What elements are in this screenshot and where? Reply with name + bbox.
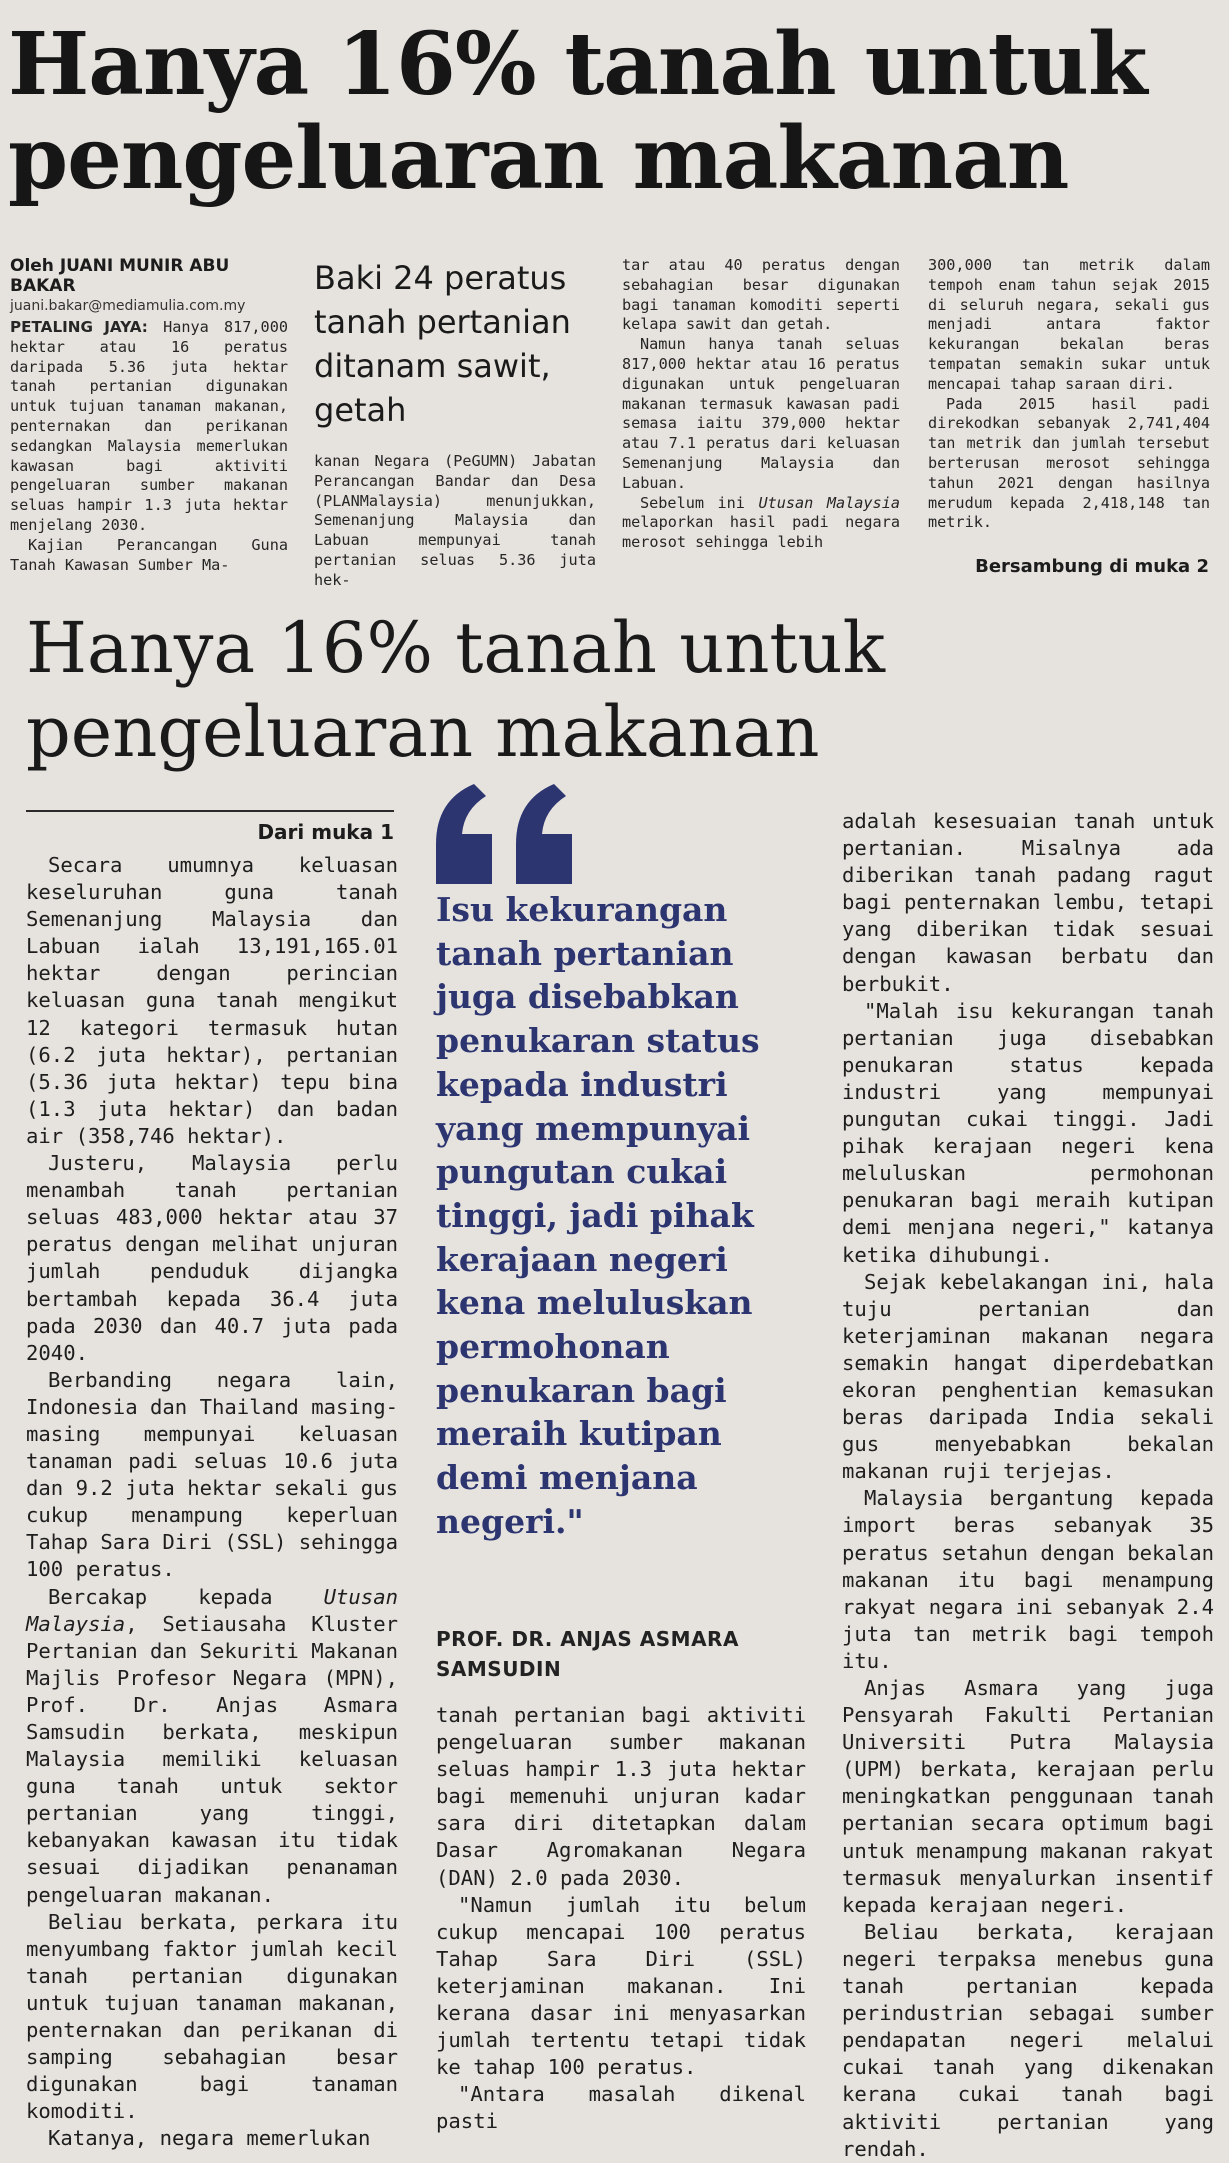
from-page-label: Dari muka 1 — [257, 820, 394, 844]
subheadline: Baki 24 peratus tanah pertanian ditanam sawit, getah — [314, 259, 571, 429]
paragraph: Namun hanya tanah seluas 817,000 hektar atau 16 peratus digunakan untuk pengeluaran makanan termasuk kawasan padi semasa iaitu 379,000 hektar atau 7.1 peratus dari keluasan Semenanjung Malaysia dan Labuan. — [622, 335, 900, 492]
paragraph: Berbanding negara lain, Indonesia dan Thailand masing-masing mempunyai keluasan tanaman padi seluas 10.6 juta dan 9.2 juta hektar sekali gus cukup menampung keperluan Tahap Sara Diri (SSL) sehingga 100 peratus. — [26, 1367, 398, 1582]
paragraph: Malaysia bergantung kepada import beras sebanyak 35 peratus setahun dengan bekalan makanan itu bagi menampung rakyat negara ini sebanyak 2.4 juta tan metrik bagi tempoh itu. — [842, 1486, 1214, 1673]
paragraph: Beliau berkata, perkara itu menyumbang faktor jumlah kecil tanah pertanian digunakan untuk tujuan tanaman makanan, penternakan dan perikanan di samping sebahagian besar digunakan bagi tanaman komoditi. — [26, 1909, 398, 2124]
pull-quote: Isu kekurangan tanah pertanian juga disebabkan penukaran status kepada industri yang mempunyai pungutan cukai tinggi, jadi pihak kerajaan negeri kena meluluskan permohonan penukaran bagi meraih kutipan demi menjana negeri." — [436, 890, 760, 1541]
paragraph: Sebelum ini Utusan Malaysia melaporkan hasil padi negara merosot sehingga lebih — [622, 493, 900, 552]
front-column-2 — [314, 452, 596, 591]
byline-email: juani.bakar@mediamulia.com.my — [10, 298, 246, 314]
paragraph: Secara umumnya keluasan keseluruhan guna tanah Semenanjung Malaysia dan Labuan ialah 13,191,165.01 hektar dengan perincian keluasan guna tanah mengikut 12 kategori termasuk hutan (6.2 juta hektar), pertanian (5.36 juta hektar) tepu bina (1.3 juta hektar) dan badan air (358,746 hektar). — [26, 853, 398, 1148]
inner-headline: Hanya 16% tanah untuk pengeluaran makanan — [26, 607, 886, 773]
continued-label: Bersambung di muka 2 — [975, 556, 1209, 577]
inner-column-3 — [842, 808, 1214, 2163]
paragraph: 300,000 tan metrik dalam tempoh enam tahun sejak 2015 di seluruh negara, sekali gus menjadi antara faktor kekurangan bekalan beras tempatan semakin sukar untuk mencapai tahap saraan diri. — [928, 256, 1210, 393]
paragraph: tanah pertanian bagi aktiviti pengeluaran sumber makanan seluas hampir 1.3 juta hektar bagi memenuhi unjuran kadar sara diri ditetapkan dalam Dasar Agromakanan Negara (DAN) 2.0 pada 2030. — [436, 1703, 806, 1890]
paragraph: Beliau berkata, kerajaan negeri terpaksa menebus guna tanah pertanian kepada perindustrian sebagai sumber pendapatan negeri melalui cukai tanah yang dikenakan kerana cukai tanah bagi aktiviti pertanian yang rendah. — [842, 1919, 1214, 2161]
paragraph: Bercakap kepada Utusan Malaysia, Setiausaha Kluster Pertanian dan Sekuriti Makanan Majlis Profesor Negara (MPN), Prof. Dr. Anjas Asmara Samsudin berkata, meskipun Malaysia memiliki keluasan guna tanah untuk sektor pertanian yang tinggi, kebanyakan kawasan itu tidak sesuai dijadikan penanaman pengeluaran makanan. — [26, 1584, 398, 1907]
paragraph: Kajian Perancangan Guna Tanah Kawasan Sumber Ma- — [10, 535, 288, 574]
paragraph: adalah kesesuaian tanah untuk pertanian. Misalnya ada diberikan tanah padang ragut bagi penternakan lembu, tetapi yang diberikan tidak sesuai dengan kawasan berbatu dan berbukit. — [842, 809, 1214, 996]
front-column-3 — [622, 256, 900, 553]
paragraph: "Malah isu kekurangan tanah pertanian juga disebabkan penukaran status kepada industri yang mempunyai pungutan cukai tinggi. Jadi pihak kerajaan negeri kena meluluskan permohonan penukaran bagi meraih kutipan demi menjana negeri," katanya ketika dihubungi. — [842, 998, 1214, 1267]
byline-name: Oleh JUANI MUNIR ABU BAKAR — [10, 256, 230, 296]
quote-mark-icon — [430, 778, 590, 888]
byline — [10, 256, 290, 314]
inner-column-2 — [436, 1702, 806, 2136]
paragraph: "Antara masalah dikenal pasti — [436, 2082, 806, 2134]
paragraph: Katanya, negara memerlukan — [48, 2126, 371, 2151]
paragraph: kanan Negara (PeGUMN) Jabatan Perancangan Bandar dan Desa (PLANMalaysia) menunjukkan, Semenanjung Malaysia dan Labuan mempunyai tanah pertanian seluas 5.36 juta hek- — [314, 452, 596, 589]
paragraph: Sejak kebelakangan ini, hala tuju pertanian dan keterjaminan makanan negara semakin hangat diperdebatkan ekoran penghentian kemasukan beras daripada India sekali gus menyebabkan bekalan makanan ruji terjejas. — [842, 1269, 1214, 1484]
paragraph: Pada 2015 hasil padi direkodkan sebanyak 2,741,404 tan metrik dan jumlah tersebut berterusan merosot sehingga tahun 2021 dengan hasilnya merudum kepada 2,418,148 tan metrik. — [928, 394, 1210, 532]
quote-attribution: PROF. DR. ANJAS ASMARA SAMSUDIN — [436, 1627, 739, 1681]
paragraph: Anjas Asmara yang juga Pensyarah Fakulti Pertanian Universiti Putra Malaysia (UPM) berkata, kerajaan perlu meningkatkan penggunaan tanah pertanian secara optimum bagi untuk menampung makanan rakyat termasuk menyalurkan insentif kepada kerajaan negeri. — [842, 1676, 1214, 1917]
paragraph: "Namun jumlah itu belum cukup mencapai 100 peratus Tahap Sara Diri (SSL) keterjaminan makanan. Ini kerana dasar ini menyasarkan jumlah tertentu tetapi tidak ke tahap 100 peratus. — [436, 1892, 806, 2080]
paragraph: tar atau 40 peratus dengan sebahagian besar digunakan bagi tanaman komoditi seperti kelapa sawit dan getah. — [622, 256, 900, 334]
divider — [26, 810, 394, 812]
front-page-article — [0, 0, 1229, 600]
front-column-4 — [928, 256, 1210, 533]
front-column-1 — [10, 318, 288, 575]
front-headline: Hanya 16% tanah untuk pengeluaran makanan — [8, 14, 1147, 209]
inner-column-1 — [26, 852, 398, 2153]
dateline: PETALING JAYA: — [10, 318, 148, 336]
lead-paragraph: PETALING JAYA: Hanya 817,000 hektar atau 16 peratus daripada 5.36 juta hektar tanah pertanian digunakan untuk tujuan tanaman makanan, penternakan dan perikanan sedangkan Malaysia memerlukan kawasan bagi aktiviti pengeluaran sumber makanan seluas hampir 1.3 juta hektar menjelang 2030. — [10, 318, 288, 534]
paragraph: Justeru, Malaysia perlu menambah tanah pertanian seluas 483,000 hektar atau 37 peratus dengan melihat unjuran jumlah penduduk dijangka bertambah kepada 36.4 juta pada 2030 dan 40.7 juta pada 2040. — [26, 1151, 398, 1365]
